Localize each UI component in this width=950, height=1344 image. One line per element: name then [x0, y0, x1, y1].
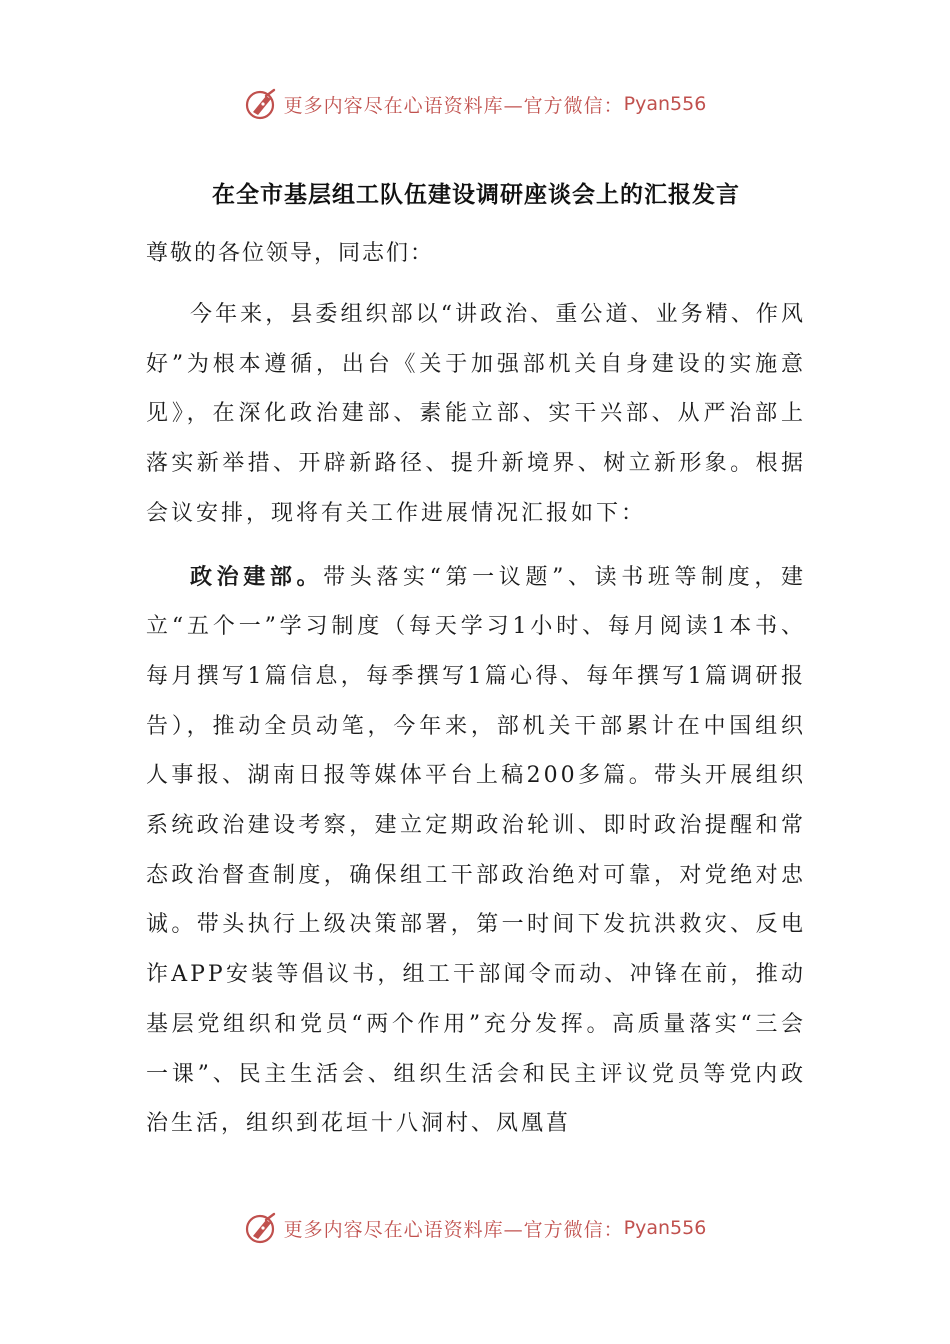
document-title: 在全市基层组工队伍建设调研座谈会上的汇报发言: [212, 182, 740, 208]
section-heading-political: 政治建部。: [190, 564, 324, 590]
footer-watermark-banner: [0, 1208, 950, 1248]
section-paragraph-political: [146, 553, 806, 1149]
watermark-wechat-id: Pyan556: [623, 1217, 707, 1239]
watermark-text: 更多内容尽在心语资料库—官方微信：: [283, 1218, 624, 1241]
pen-nib-logo-icon: [244, 87, 278, 121]
section-body-political: 带头落实“第一议题”、读书班等制度，建立“五个一”学习制度（每天学习1小时、每月阅读1本书、每月撰写1篇信息，每季撰写1篇心得、每年撰写1篇调研报告），推动全员动笔，今年来，部机关干部累计在中国组织人事报、湖南日报等媒体平台上稿200多篇。带头开展组织系统政治建设考察，建立定期政治轮训、即时政治提醒和常态政治督查制度，确保组工干部政治绝对可靠，对党绝对忠诚。带头执行上级决策部署，第一时间下发抗洪救灾、反电诈APP安装等倡议书，组工干部闻令而动、冲锋在前，推动基层党组织和党员“两个作用”充分发挥。高质量落实“三会一课”、民主生活会、组织生活会和民主评议党员等党内政治生活，组织到花垣十八洞村、凤凰菖: [146, 564, 806, 1137]
pen-nib-logo-icon: [244, 1211, 278, 1245]
document-body: [146, 172, 806, 1149]
intro-paragraph: 今年来，县委组织部以“讲政治、重公道、业务精、作风好”为根本遵循，出台《关于加强部机关自身建设的实施意见》，在深化政治建部、素能立部、实干兴部、从严治部上落实新举措、开辟新路径、提升新境界、树立新形象。根据会议安排，现将有关工作进展情况汇报如下：: [146, 302, 806, 526]
header-watermark-banner: [0, 84, 950, 124]
greeting-line: 尊敬的各位领导，同志们：: [146, 241, 435, 266]
watermark-text: 更多内容尽在心语资料库—官方微信：: [283, 94, 624, 117]
watermark-wechat-id: Pyan556: [623, 93, 707, 115]
